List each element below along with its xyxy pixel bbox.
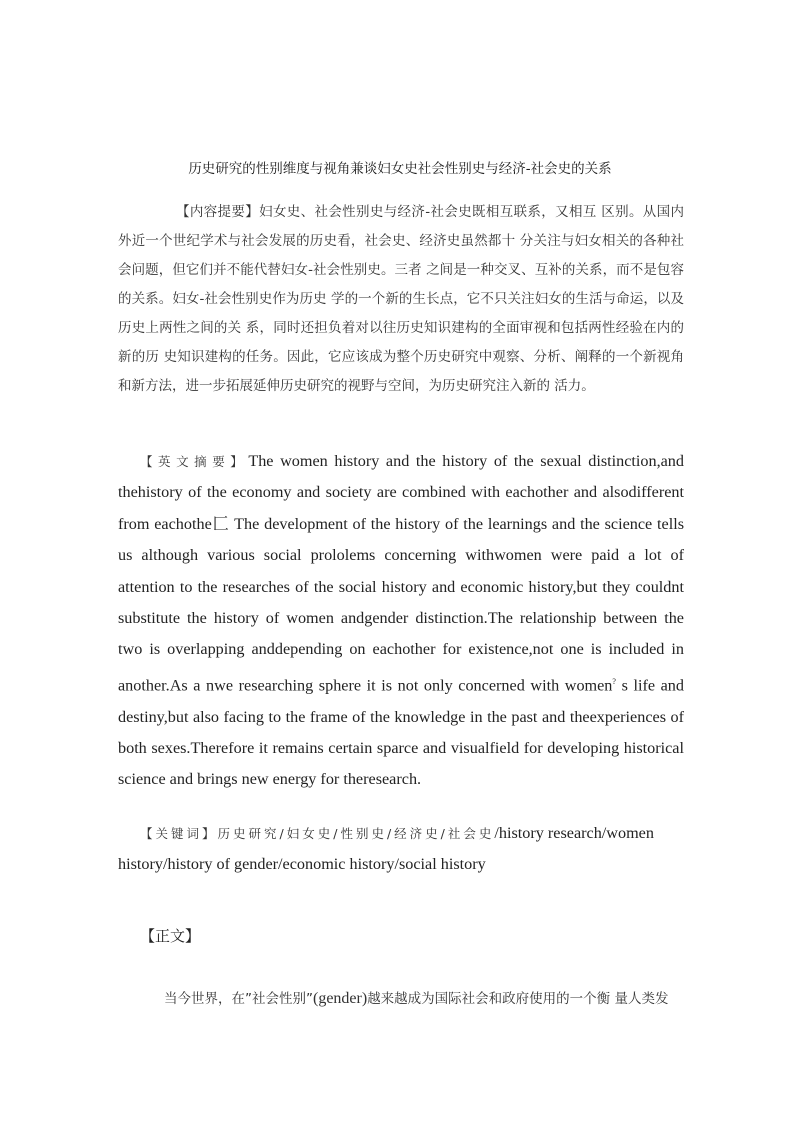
english-abstract-text-part1: The women history and the history of the sexual distinction,and thehistory of the economy and society are combined with eachother and alsodifferent from eachothe匚 The development of the history of the learnings and the science tells us although various social prololems concerning withwomen were paid a lot of attention to the researches of the social history and economic history,but they couldnt substitute the history of women andgender distinction.The relationship between the two is overlapping anddepending on eachother for existence,not one is included in another.As a nwe researching sphere it is not only concerned with women — [118, 452, 684, 695]
body-first-line-suffix: 越来越成为国际社会和政府使用的一个衡 量人类发 — [367, 991, 669, 1007]
body-heading: 【正文】 — [140, 927, 201, 945]
chinese-abstract-label: 【内容提要】 — [176, 204, 260, 220]
body-first-line-prefix: 当今世界，在”社会性别” — [164, 991, 313, 1007]
chinese-abstract-text: 妇女史、社会性别史与经济-社会史既相互联系，又相互 区别。从国内外近一个世纪学术与社会发展的历史看，社会史、经济史虽然都十 分关注与妇女相关的各种社会问题，但它们并不能代替妇女-社会性别史。三者 之间是一种交叉、互补的关系，而不是包容的关系。妇女-社会性别史作为历史 学的一个新的生长点，它不只关注妇女的生活与命运，以及历史上两性之间的关 系，同时还担负着对以往历史知识建构的全面审视和包括两性经验在内的新的历 史知识建构的任务。因此，它应该成为整个历史研究中观察、分析、阐释的一个新视角和新方法，进一步拓展延伸历史研究的视野与空间，为历史研究注入新的 活力。 — [118, 204, 685, 394]
english-abstract — [118, 446, 684, 796]
chinese-abstract — [118, 198, 684, 401]
keywords — [118, 818, 684, 881]
english-abstract-text-part2: s life and destiny,but also facing to the frame of the knowledge in the past and theexperiences of both sexes.Therefore it remains certain sparce and visualfield for developing historical science and brings new energy for theresearch. — [118, 676, 684, 789]
english-abstract-label: 【英文摘要】 — [140, 454, 249, 469]
body-first-line — [118, 984, 684, 1014]
document-title: 历史研究的性别维度与视角兼谈妇女史社会性别史与经济-社会史的关系 — [188, 161, 612, 177]
english-abstract-superscript: ? — [612, 676, 616, 686]
keywords-label: 【关键词】 — [140, 826, 218, 841]
keywords-chinese: 历史研究/妇女史/性别史/经济史/社会史 — [217, 826, 495, 841]
keywords-english: /history research/women history/history of gender/economic history/social history — [118, 824, 654, 874]
body-first-line-term: (gender) — [313, 990, 368, 1007]
